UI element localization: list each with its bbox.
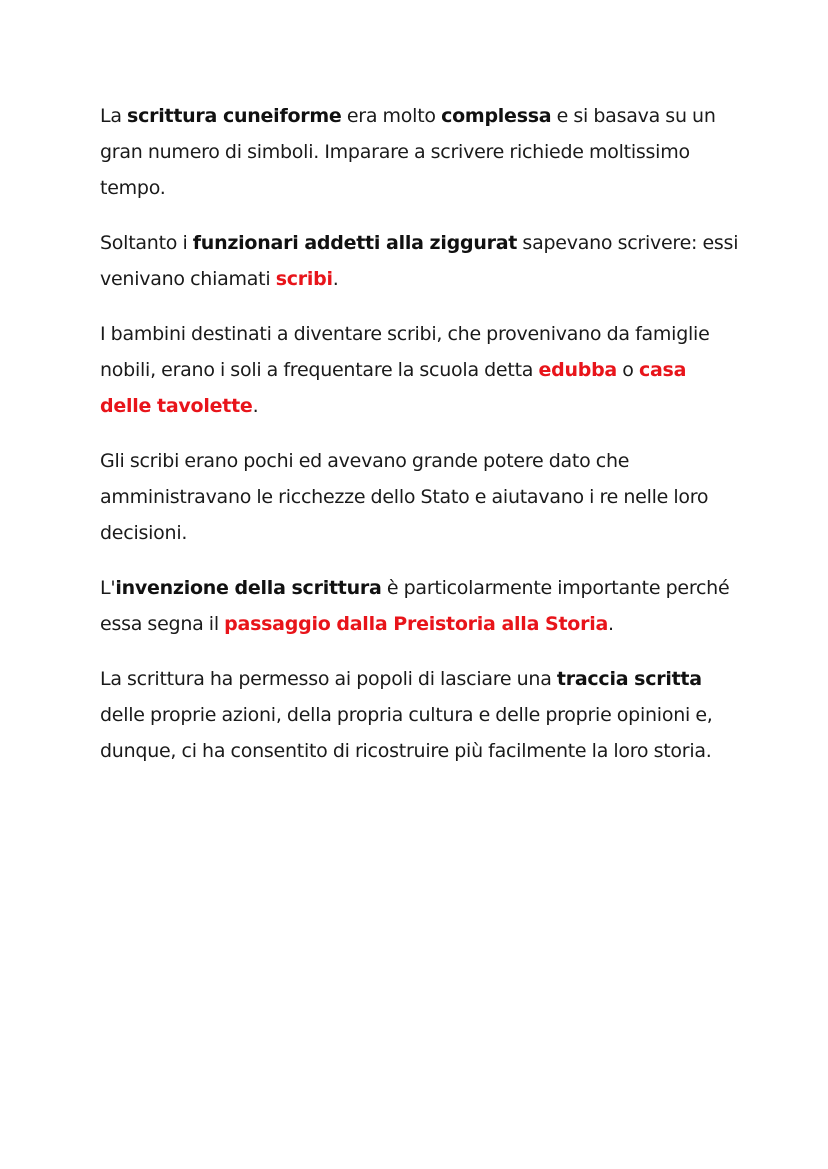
paragraph-officials [100, 225, 740, 297]
text-segment: L' [100, 577, 116, 599]
text-segment: o [617, 359, 639, 381]
text-segment: Soltanto i [100, 232, 193, 254]
bold-term-cuneiform-writing: scrittura cuneiforme [127, 105, 342, 127]
text-segment: delle proprie azioni, della propria cultura e delle proprie opinioni e, dunque, ci ha consentito di ricostruire più facilmente la loro storia. [100, 704, 713, 762]
highlight-term-prehistory-to-history: passaggio dalla Preistoria alla Storia [224, 613, 609, 635]
bold-term-written-trace: traccia scritta [556, 668, 702, 690]
bold-term-complex: complessa [441, 105, 552, 127]
text-segment: . [332, 268, 339, 290]
paragraph-cuneiform [100, 98, 740, 206]
text-segment: I bambini destinati a diventare scribi, che provenivano da famiglie nobili, erano i soli a frequentare la scuola detta [100, 323, 710, 381]
paragraph-school [100, 316, 740, 424]
paragraph-power [100, 443, 740, 551]
text-segment: La [100, 105, 128, 127]
text-segment: La scrittura ha permesso ai popoli di lasciare una [100, 668, 557, 690]
text-segment: e si basava su un gran numero di simboli. Imparare a scrivere richiede moltissimo tempo. [100, 105, 716, 199]
paragraph-invention [100, 570, 740, 642]
text-segment: era molto [341, 105, 442, 127]
document-body [100, 98, 740, 788]
highlight-term-edubba: edubba [538, 359, 617, 381]
bold-term-invention: invenzione della scrittura [115, 577, 382, 599]
text-segment: . [608, 613, 614, 635]
text-segment: è particolarmente importante perché essa segna il [100, 577, 730, 635]
bold-term-officials: funzionari addetti alla ziggurat [192, 232, 518, 254]
text-segment: Gli scribi erano pochi ed avevano grande potere dato che amministravano le ricchezze dello Stato e aiutavano i re nelle loro decisioni. [100, 450, 709, 544]
highlight-term-tablet-house: casa delle tavolette [100, 359, 687, 417]
highlight-term-scribes: scribi [275, 268, 333, 290]
text-segment: sapevano scrivere: essi venivano chiamati [100, 232, 739, 290]
paragraph-trace [100, 661, 740, 769]
text-segment: . [252, 395, 259, 417]
